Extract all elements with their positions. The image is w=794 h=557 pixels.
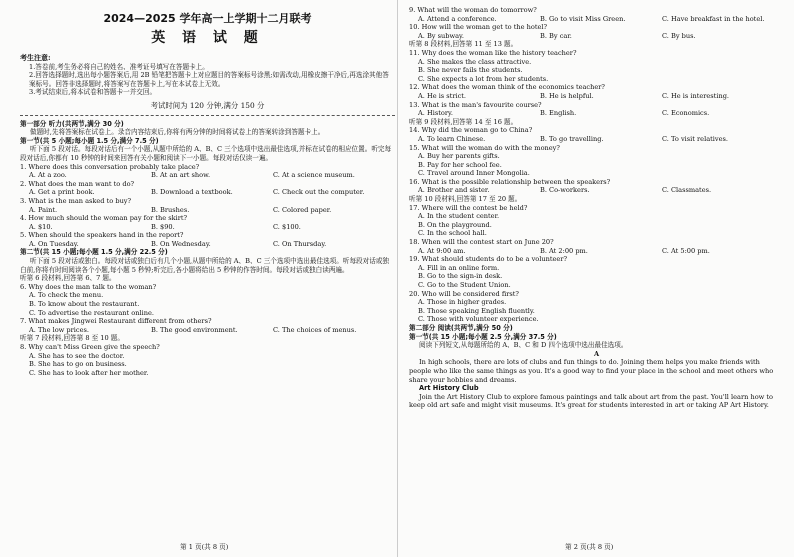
option-b: B. To go travelling. xyxy=(540,134,604,143)
question-3 xyxy=(20,197,395,214)
question-text: 20. Who will be considered first? xyxy=(409,289,519,298)
option-a: A. Brother and sister. xyxy=(418,186,490,195)
option-a: A. Those in higher grades. xyxy=(418,298,507,307)
option-a: A. On Tuesday. xyxy=(29,239,79,248)
option-c: C. Classmates. xyxy=(662,186,712,195)
option-b: B. At an art show. xyxy=(151,171,211,180)
question-4 xyxy=(20,214,395,231)
listen-note: 听第 6 段材料,回答第 6、7 题。 xyxy=(20,274,116,283)
question-9 xyxy=(409,6,784,23)
question-text: 10. How will the woman get to the hotel? xyxy=(409,23,548,32)
option-b: B. Go to the sign-in desk. xyxy=(418,272,503,281)
note-item: 1.答卷前,考生务必将自己的姓名、准考证号填写在答题卡上。 xyxy=(29,62,209,71)
question-text: 2. What does the man want to do? xyxy=(20,179,135,188)
option-a: A. To learn Chinese. xyxy=(418,134,486,143)
question-text: 13. What is the man's favourite course? xyxy=(409,100,542,109)
part1-heading: 第一部分 听力(共两节,满分 30 分) xyxy=(20,119,124,128)
option-c: C. Those with volunteer experience. xyxy=(418,315,539,324)
part2-instruction: 阅读下列短文,从每题所给的 A、B、C 和 D 四个选项中选出最佳选项。 xyxy=(419,341,628,350)
option-b: B. She has to go on business. xyxy=(29,360,127,369)
question-text: 14. Why did the woman go to China? xyxy=(409,126,533,135)
option-a: A. Attend a conference. xyxy=(418,14,497,23)
option-a: A. She makes the class attractive. xyxy=(418,57,532,66)
section1-heading: 第一节(共 5 小题;每小题 1.5 分,满分 7.5 分) xyxy=(20,136,159,145)
option-b: B. $90. xyxy=(151,222,175,231)
question-text: 19. What should students do to be a volunteer? xyxy=(409,255,568,264)
option-a: A. In the student center. xyxy=(418,212,500,221)
option-b: B. Brushes. xyxy=(151,205,190,214)
option-c: C. He is interesting. xyxy=(662,91,730,100)
option-a: A. To check the menu. xyxy=(29,291,104,300)
option-a: A. By subway. xyxy=(418,31,464,40)
question-text: 12. What does the woman think of the economics teacher? xyxy=(409,83,605,92)
divider-rule xyxy=(20,115,395,116)
listen-note: 听第 9 段材料,回答第 14 至 16 题。 xyxy=(409,117,518,126)
question-2 xyxy=(20,180,395,197)
listen-note: 听第 7 段材料,回答第 8 至 10 题。 xyxy=(20,334,124,343)
page-number-left: 第 1 页(共 8 页) xyxy=(180,543,229,551)
note-item: 3.考试结束后,将本试卷和答题卡一并交回。 xyxy=(29,88,157,97)
option-c: C. On Thursday. xyxy=(273,239,327,248)
option-b: B. She never fails the students. xyxy=(418,66,523,75)
passage-paragraph: Join the Art History Club to explore famous paintings and talk about art from the past. You'll learn how to keep old art safe and might visit museums. It's great for students interested in art or taking AP Art History. xyxy=(409,392,774,410)
option-a: A. Get a print book. xyxy=(29,188,95,197)
question-text: 18. When will the contest start on June 20? xyxy=(409,238,554,247)
question-text: 7. What makes Jingwei Restaurant different from others? xyxy=(20,317,212,326)
question-text: 9. What will the woman do tomorrow? xyxy=(409,6,537,14)
question-text: 17. Where will the contest be held? xyxy=(409,203,528,212)
question-text: 6. Why does the man talk to the woman? xyxy=(20,282,157,291)
option-b: B. Download a textbook. xyxy=(151,188,233,197)
option-b: B. Pay for her school fee. xyxy=(418,160,502,169)
section1-instruction: 听下面 5 段对话。每段对话后有一个小题,从题中所给的 A、B、C 三个选项中选出最佳选项,并标在试卷的相应位置。听完每段对话后,你都有 10 秒钟的时间来回答有关小题和阅读下一小题。每段对话仅读一遍。 xyxy=(20,145,392,162)
passage-label: A xyxy=(593,349,600,358)
option-a: A. History. xyxy=(418,109,453,118)
question-7 xyxy=(20,317,395,334)
question-18 xyxy=(409,238,784,255)
question-text: 15. What will the woman do with the money? xyxy=(409,143,560,152)
part2-heading: 第二部分 阅读(共两节,满分 50 分) xyxy=(409,323,513,332)
right-page xyxy=(409,6,784,410)
option-a: A. $10. xyxy=(29,222,53,231)
option-c: C. The choices of menus. xyxy=(273,325,357,334)
option-c: C. To advertise the restaurant online. xyxy=(29,308,154,317)
question-text: 8. Why can't Miss Green give the speech? xyxy=(20,343,160,351)
option-c: C. In the school hall. xyxy=(418,229,487,238)
option-a: A. Fill in an online form. xyxy=(418,263,500,272)
option-c: C. Travel around Inner Mongolia. xyxy=(418,169,530,178)
option-a: A. Paint. xyxy=(29,205,58,214)
option-a: A. He is strict. xyxy=(418,91,467,100)
note-item: 2.回答选择题时,选出每小题答案后,用 2B 铅笔把答题卡上对应题目的答案标号涂黑;如需改动,用橡皮擦干净后,再选涂其他答案标号。回答非选择题时,将答案写在答题卡上,写在本试卷上无效。 xyxy=(29,71,389,88)
option-c: C. $100. xyxy=(273,222,301,231)
option-c: C. By bus. xyxy=(662,31,696,40)
option-a: A. Buy her parents gifts. xyxy=(418,152,500,161)
question-text: 11. Why does the woman like the history teacher? xyxy=(409,48,577,57)
option-c: C. She expects a lot from her students. xyxy=(418,74,549,83)
option-c: C. Have breakfast in the hotel. xyxy=(662,14,765,23)
option-c: C. Go to the Student Union. xyxy=(418,281,511,289)
option-c: C. Colored paper. xyxy=(273,205,332,214)
option-a: A. At a zoo. xyxy=(29,171,67,180)
option-b: B. He is helpful. xyxy=(540,91,594,100)
question-20 xyxy=(409,290,784,324)
exam-time: 考试时间为 120 分钟,满分 150 分 xyxy=(150,100,265,110)
listen-note: 听第 8 段材料,回答第 11 至 13 题。 xyxy=(409,40,518,49)
question-19 xyxy=(409,255,784,289)
question-text: 3. What is the man asked to buy? xyxy=(20,196,132,205)
question-13 xyxy=(409,101,784,118)
question-text: 4. How much should the woman pay for the skirt? xyxy=(20,214,188,223)
option-b: B. To know about the restaurant. xyxy=(29,300,140,309)
section2-instruction: 听下面 5 段对话或独白。每段对话或独白后有几个小题,从题中所给的 A、B、C 三个选项中选出最佳选项。听每段对话或独白前,你将有时间阅读各个小题,每小题 5 秒钟;听完后,各小题将给出 5 秒钟的作答时间。每段对话或独白读两遍。 xyxy=(20,257,390,274)
question-10 xyxy=(409,23,784,40)
question-text: 1. Where does this conversation probably take place? xyxy=(20,162,200,171)
section2-heading: 第二节(共 15 小题;每小题 1.5 分,满分 22.5 分) xyxy=(20,248,168,257)
passage-paragraph: In high schools, there are lots of clubs and fun things to do. Joining them helps you make friends with people who like the same things as you. It's a good way to find your place in the school and meet others who share your hobbies and dreams. xyxy=(409,358,774,384)
option-c: C. At 5:00 pm. xyxy=(662,246,710,255)
option-b: B. At 2:00 pm. xyxy=(540,246,588,255)
listen-note: 听第 10 段材料,回答第 17 至 20 题。 xyxy=(409,195,522,204)
option-b: B. On the playground. xyxy=(418,220,492,229)
option-a: A. At 9:00 am. xyxy=(418,246,466,255)
option-c: C. She has to look after her mother. xyxy=(29,368,149,377)
option-a: A. She has to see the doctor. xyxy=(29,351,125,360)
question-6 xyxy=(20,283,395,317)
question-8 xyxy=(20,343,395,377)
option-c: C. Economics. xyxy=(662,109,710,118)
option-b: B. English. xyxy=(540,109,577,118)
question-text: 5. When should the speakers hand in the report? xyxy=(20,231,184,240)
option-a: A. The low prices. xyxy=(29,325,89,334)
question-11 xyxy=(409,49,784,83)
option-c: C. To visit relatives. xyxy=(662,134,728,143)
option-c: C. At a science museum. xyxy=(273,171,355,180)
part1-instruction: 做题时,先将答案标在试卷上。录音内容结束后,你将有两分钟的时间将试卷上的答案转涂到答题卡上。 xyxy=(30,128,325,137)
option-b: B. Go to visit Miss Green. xyxy=(540,14,626,23)
question-1 xyxy=(20,163,395,180)
question-14 xyxy=(409,126,784,143)
page-number-right: 第 2 页(共 8 页) xyxy=(565,543,614,551)
question-5 xyxy=(20,231,395,248)
option-b: B. Those speaking English fluently. xyxy=(418,306,535,315)
page-divider xyxy=(397,0,398,557)
option-b: B. By car. xyxy=(540,31,572,40)
club-title: Art History Club xyxy=(419,384,479,393)
question-17 xyxy=(409,204,784,238)
option-c: C. Check out the computer. xyxy=(273,188,365,197)
part2-section1-heading: 第一节(共 15 小题;每小题 2.5 分,满分 37.5 分) xyxy=(409,332,557,341)
exam-subject: 英 语 试 题 xyxy=(151,30,264,46)
notes-title: 考生注意: xyxy=(20,53,51,62)
question-15 xyxy=(409,144,784,178)
left-page xyxy=(20,6,395,377)
question-16 xyxy=(409,178,784,195)
question-12 xyxy=(409,83,784,100)
question-text: 16. What is the possible relationship between the speakers? xyxy=(409,177,611,186)
option-b: B. On Wednesday. xyxy=(151,239,211,248)
option-b: B. Co-workers. xyxy=(540,186,590,195)
exam-title: 2024—2025 学年高一上学期十二月联考 xyxy=(103,12,312,25)
option-b: B. The good environment. xyxy=(151,325,238,334)
